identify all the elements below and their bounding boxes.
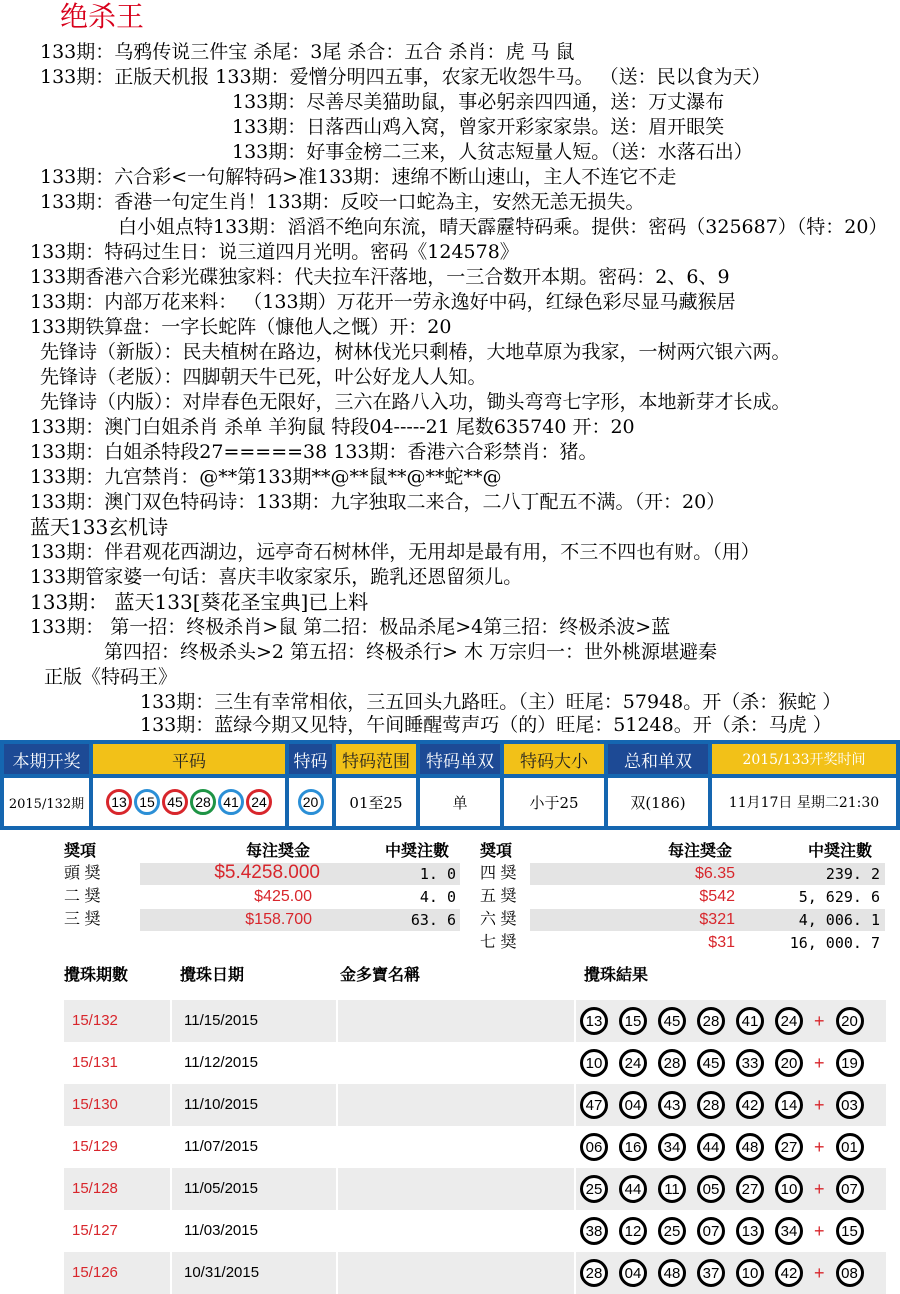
prize-count: 5, 629. 6 [798,888,880,906]
column-divider [170,1168,172,1210]
ball: 48 [736,1133,764,1161]
ball: 34 [658,1133,686,1161]
plus-sign: + [814,1136,825,1157]
plus-sign: + [814,1262,825,1283]
page-title: 绝杀王 [60,0,145,33]
text-line: 133期：白姐杀特段27=====38 133期：香港六合彩禁肖：猪。 [30,441,598,463]
text-line: 133期：尽善尽美猫助鼠，事必躬亲四四通，送：万丈瀑布 [232,91,725,113]
ball: 16 [619,1133,647,1161]
ball: 05 [697,1175,725,1203]
text-line: 第四招：终极杀头>2 第五招：终极杀行> 木 万宗归一：世外桃源堪避秦 [104,641,718,663]
header-special-oddeven: 特码单双 [420,744,500,774]
ball: 04 [619,1091,647,1119]
column-divider [170,1252,172,1294]
column-divider [336,1042,338,1084]
ball: 06 [580,1133,608,1161]
special-ball: 03 [836,1091,864,1119]
row-date: 11/10/2015 [184,1096,258,1113]
prize-count: 63. 6 [410,911,456,929]
prize-header-item: 奨項 [64,843,97,860]
prize-header-count: 中奨注數 [385,843,450,860]
header-special-number: 特码 [289,744,332,774]
plus-sign: + [814,1052,825,1073]
column-divider [336,1000,338,1042]
column-divider [574,1084,576,1126]
row-result-balls [580,1175,875,1203]
prize-name: 二 奨 [64,888,101,905]
table-row [64,1168,886,1210]
prize-count: 16, 000. 7 [789,934,880,952]
special-oddeven: 单 [420,778,500,826]
prize-amount: $542 [699,888,735,905]
text-line: 133期：伴君观花西湖边，远亭奇石树林伴，无用却是最有用，不三不四也有财。（用） [30,541,760,563]
history-header-pool: 金多寶名稱 [340,967,421,984]
plus-sign: + [814,1094,825,1115]
special-ball: 19 [836,1049,864,1077]
ball: 42 [775,1259,803,1287]
ball: 13 [580,1007,608,1035]
text-line: 133期香港六合彩光碟独家料：代夫拉车汗落地，一三合数开本期。密码：2、6、9 [30,266,730,288]
text-line: 133期：正版天机报 133期：爱憎分明四五事，农家无收怨牛马。 （送：民以食为天） [40,66,771,88]
ball: 28 [658,1049,686,1077]
column-divider [574,1210,576,1252]
column-divider [336,1252,338,1294]
ball: 24 [775,1007,803,1035]
regular-balls [93,778,285,826]
special-ball: 08 [836,1259,864,1287]
ball: 34 [775,1217,803,1245]
prize-amount: $6.35 [694,865,735,882]
ball: 20 [775,1049,803,1077]
column-divider [574,1252,576,1294]
ball: 27 [775,1133,803,1161]
history-header-period: 攪珠期數 [64,967,129,984]
ball: 12 [619,1217,647,1245]
ball: 20 [298,789,324,815]
prize-header-amount: 每注奨金 [668,843,733,860]
special-ball: 20 [836,1007,864,1035]
column-divider [170,1126,172,1168]
text-line: 先锋诗（新版）：民夫植树在路边，树林伐光只剩椿，大地草原为我家，一树两穴银六两。 [40,341,791,363]
ball: 28 [697,1007,725,1035]
row-result-balls [580,1133,875,1161]
prize-name: 三 奨 [64,911,101,928]
prize-amount: $425.00 [254,888,312,905]
text-line: 133期：澳门白姐杀肖 杀单 羊狗鼠 特段04-----21 尾数635740 开：20 [30,416,635,438]
ball: 33 [736,1049,764,1077]
text-line: 133期：六合彩<一句解特码>准133期：速绵不断山速山，主人不连它不走 [40,166,677,188]
text-line: 白小姐点特133期：滔滔不绝向东流，晴天霹靂特码乘。提供：密码（325687）（特：20） [118,216,888,238]
text-line: 133期铁算盘：一字长蛇阵（慷他人之慨）开：20 [30,316,452,338]
ball: 13 [106,789,132,815]
special-ball [289,778,332,826]
column-divider [336,1126,338,1168]
ball: 10 [736,1259,764,1287]
table-row [64,1252,886,1294]
row-result-balls [580,1217,875,1245]
row-period: 15/127 [72,1222,118,1239]
ball: 38 [580,1217,608,1245]
ball: 44 [697,1133,725,1161]
text-line: 133期：内部万花来料： （133期）万花开一劳永逸好中码，红绿色彩尽显马藏猴居 [30,291,736,313]
text-line: 133期：九宫禁肖：@**第133期**@**鼠**@**蛇**@ [30,466,502,488]
ball: 48 [658,1259,686,1287]
row-result-balls [580,1049,875,1077]
ball: 25 [580,1175,608,1203]
column-divider [574,1042,576,1084]
row-period: 15/130 [72,1096,118,1113]
row-date: 11/03/2015 [184,1222,258,1239]
text-line: 先锋诗（内版）：对岸春色无限好，三六在路八入功，锄头弯弯七字形，本地新芽才长成。 [40,391,791,413]
table-row [64,1042,886,1084]
ball: 45 [697,1049,725,1077]
row-date: 10/31/2015 [184,1264,260,1281]
column-divider [170,1042,172,1084]
row-period: 15/126 [72,1264,118,1281]
ball: 04 [619,1259,647,1287]
column-divider [170,1000,172,1042]
plus-sign: + [814,1010,825,1031]
prize-amount: $31 [708,934,735,951]
ball: 13 [736,1217,764,1245]
header-special-size: 特码大小 [504,744,604,774]
ball: 28 [190,789,216,815]
ball: 15 [134,789,160,815]
ball: 15 [619,1007,647,1035]
ball: 11 [658,1175,686,1203]
ball: 28 [580,1259,608,1287]
ball: 47 [580,1091,608,1119]
text-line: 133期：蓝绿今期又见特，午间睡醒莺声巧（的）旺尾：51248。开（杀：马虎 ） [140,714,832,736]
header-regular-numbers: 平码 [93,744,285,774]
next-draw-time: 11月17日 星期二21:30 [712,778,896,826]
text-line: 133期：澳门双色特码诗：133期：九字独取二来合，二八丁配五不满。（开：20） [30,491,726,513]
column-divider [574,1000,576,1042]
ball: 25 [658,1217,686,1245]
text-line: 133期：香港一句定生肖！133期：反咬一口蛇為主，安然无恙无损失。 [40,191,645,213]
ball: 45 [658,1007,686,1035]
table-row [64,1126,886,1168]
row-result-balls [580,1091,875,1119]
ball: 37 [697,1259,725,1287]
ball: 10 [580,1049,608,1077]
special-ball: 07 [836,1175,864,1203]
row-date: 11/12/2015 [184,1054,258,1071]
prize-name: 五 奨 [480,888,517,905]
column-divider [574,1126,576,1168]
text-line: 133期：三生有幸常相依，三五回头九路旺。（主）旺尾：57948。开（杀：猴蛇 ） [140,691,842,713]
history-header-result: 攪珠結果 [584,967,649,984]
prize-header-count: 中奨注數 [808,843,873,860]
row-date: 11/05/2015 [184,1180,258,1197]
row-period: 15/128 [72,1180,118,1197]
row-result-balls [580,1007,875,1035]
prize-name: 七 奨 [480,934,517,951]
table-row [64,1000,886,1042]
prize-header-amount: 每注奨金 [246,843,311,860]
prize-header-item: 奨項 [480,843,513,860]
special-ball: 01 [836,1133,864,1161]
column-divider [574,1168,576,1210]
ball: 41 [218,789,244,815]
row-date: 11/07/2015 [184,1138,258,1155]
row-period: 15/132 [72,1012,118,1029]
special-size: 小于25 [504,778,604,826]
column-divider [170,1210,172,1252]
ball: 44 [619,1175,647,1203]
row-period: 15/129 [72,1138,118,1155]
ball: 14 [775,1091,803,1119]
draw-info-table [0,740,900,830]
text-line: 先锋诗（老版）：四脚朝天牛已死，叶公好龙人人知。 [40,366,487,388]
header-next-draw-time: 2015/133开奖时间 [712,744,896,774]
text-line: 正版《特码王》 [44,666,178,688]
row-date: 11/15/2015 [184,1012,258,1029]
column-divider [336,1210,338,1252]
ball: 42 [736,1091,764,1119]
column-divider [336,1084,338,1126]
prize-name: 四 奨 [480,865,517,882]
prize-amount: $158.700 [245,911,312,928]
row-result-balls [580,1259,875,1287]
history-header-date: 攪珠日期 [180,967,245,984]
plus-sign: + [814,1220,825,1241]
text-line: 133期管家婆一句话：喜庆丰收家家乐，跪乳还恩留须儿。 [30,566,523,588]
section-heading: 蓝天133玄机诗 [30,515,169,539]
ball: 43 [658,1091,686,1119]
special-range: 01至25 [336,778,416,826]
table-row [64,1084,886,1126]
prize-count: 4. 0 [419,888,456,906]
text-line: 133期：好事金榜二三来，人贫志短量人短。（送：水落石出） [232,141,753,163]
prize-name: 六 奨 [480,911,517,928]
table-row [64,1210,886,1252]
prize-count: 4, 006. 1 [798,911,880,929]
header-special-range: 特码范围 [336,744,416,774]
prize-name: 頭 奨 [64,865,101,882]
ball: 41 [736,1007,764,1035]
text-line: 133期： 蓝天133[葵花圣宝典]已上料 [30,590,369,614]
ball: 24 [246,789,272,815]
header-current-draw: 本期开奖 [4,744,89,774]
text-line: 133期：特码过生日：说三道四月光明。密码《124578》 [30,241,519,263]
ball: 07 [697,1217,725,1245]
special-ball: 15 [836,1217,864,1245]
sum-oddeven: 双(186) [608,778,708,826]
column-divider [170,1084,172,1126]
column-divider [336,1168,338,1210]
text-line: 133期：日落西山鸡入窝，曾家开彩家家祟。送：眉开眼笑 [232,116,725,138]
ball: 27 [736,1175,764,1203]
ball: 45 [162,789,188,815]
ball: 24 [619,1049,647,1077]
ball: 10 [775,1175,803,1203]
plus-sign: + [814,1178,825,1199]
prize-count: 239. 2 [825,865,880,883]
prize-amount: $5.4258.000 [214,862,320,883]
draw-period: 2015/132期 [4,778,89,826]
text-line: 133期： 第一招：终极杀肖>鼠 第二招：极品杀尾>4第三招：终极杀波>蓝 [30,616,671,638]
header-sum-oddeven: 总和单双 [608,744,708,774]
ball: 28 [697,1091,725,1119]
text-line: 133期：乌鸦传说三件宝 杀尾：3尾 杀合：五合 杀肖：虎 马 鼠 [40,41,575,63]
prize-amount: $321 [699,911,735,928]
row-period: 15/131 [72,1054,118,1071]
prize-count: 1. 0 [419,865,456,883]
